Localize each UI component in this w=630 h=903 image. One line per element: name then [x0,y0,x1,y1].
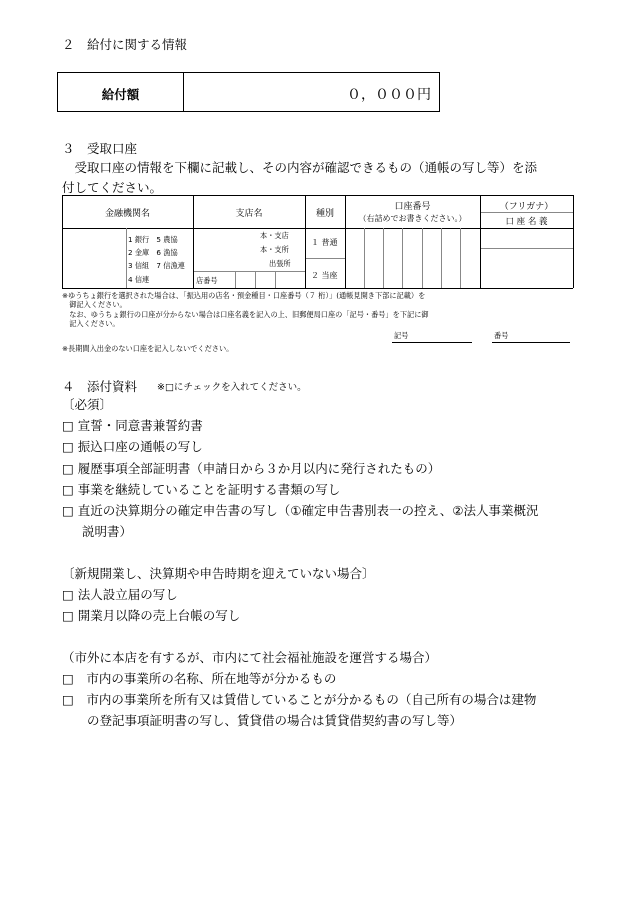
bank-type-line: 1 銀行 5 農協 [128,235,178,244]
checklist-item[interactable]: □ 振込口座の通帳の写し [62,439,203,454]
col-branch-header: 支店名 [235,209,263,219]
amount-value[interactable]: ０，０００円 [347,87,431,103]
checklist-item-cont: の登記事項証明書の写し、賃貸借の場合は賃貸借契約書の写し等） [87,713,463,728]
col-type-header: 種別 [315,209,334,219]
long-term-note: ※長期間入出金のない口座を記入しないでください。 [62,344,234,353]
checklist-item[interactable]: □ 法人設立届の写し [62,587,178,602]
checkbox-icon[interactable]: □ [62,503,74,518]
yucho-note-line1: ※ゆうちょ銀行を選択された場合は、「振込用の店名・預金種目・口座番号（７ 桁）」(通帳見開き下部に記載）を [62,291,426,300]
col-number-header: 口座番号 [394,202,431,212]
checkbox-icon[interactable]: □ [62,692,74,707]
outside-label: （市外に本店を有するが、市内にて社会福祉施設を運営する場合） [62,650,438,665]
amount-divider [183,73,184,111]
branch-type-line: 本・支所 [260,245,289,254]
yucho-note-line2b: 記入ください。 [62,319,120,328]
branch-type-line: 出張所 [269,259,291,268]
new-business-label: 〔新規開業し、決算期や申告時期を迎えていない場合〕 [62,566,375,581]
col-kana-header: （フリガナ） [499,202,554,212]
checkbox-icon[interactable]: □ [62,418,74,433]
checklist-item[interactable]: □ 市内の事業所の名称、所在地等が分かるもの [62,671,337,686]
kigo-underline[interactable] [392,342,472,343]
section3-instruction-line2: 付してください。 [62,180,163,195]
col-holder-header: 口 座 名 義 [505,217,548,227]
section3-instruction-line1: 受取口座の情報を下欄に記載し、その内容が確認できるもの（通帳の写し等）を添 [62,160,538,175]
checkbox-icon[interactable]: □ [62,482,74,497]
amount-label: 給付額 [101,87,140,102]
bank-type-line: 4 信連 [128,275,150,284]
checklist-item[interactable]: □ 直近の決算期分の確定申告書の写し（①確定申告書別表一の控え、②法人事業概況 [62,503,539,518]
checklist-item[interactable]: □ 事業を継続していることを証明する書類の写し [62,482,341,497]
section4-heading-note: ※□にチェックを入れてください。 [157,382,307,393]
bango-underline[interactable] [492,342,570,343]
bank-type-line: 3 信組 7 信漁連 [128,261,185,270]
yucho-note-line2: なお、ゆうちょ銀行の口座が分からない場合は口座名義を記入の上、旧郵便局口座の「記号・番号」を下記に御 [62,310,429,319]
branch-type-line: 本・支店 [260,231,289,240]
required-label: 〔必須〕 [62,397,113,412]
yucho-note-line1b: 御記入ください。 [62,300,127,309]
col-bank-header: 金融機関名 [104,209,150,219]
checklist-item[interactable]: □ 履歴事項全部証明書（申請日から３か月以内に発行されたもの） [62,461,441,476]
checklist-item[interactable]: □ 市内の事業所を所有又は賃借していることが分かるもの（自己所有の場合は建物 [62,692,537,707]
checkbox-icon[interactable]: □ [62,439,74,454]
checkbox-icon[interactable]: □ [62,461,74,476]
account-type-current[interactable]: ２ 当座 [311,271,338,280]
checklist-item[interactable]: □ 宣誓・同意書兼誓約書 [62,418,203,433]
section3-heading: ３ 受取口座 [62,141,138,156]
kigo-label: 記号 [394,331,409,340]
checklist-item[interactable]: □ 開業月以降の売上台帳の写し [62,608,241,623]
amount-table [57,72,440,112]
col-number-note: （右詰めでお書きください。） [358,214,467,223]
account-type-ordinary[interactable]: １ 普通 [311,238,338,247]
section2-heading: ２ 給付に関する情報 [62,37,188,52]
checkbox-icon[interactable]: □ [62,587,74,602]
checklist-item-cont: 説明書） [82,524,133,539]
bango-label: 番号 [494,331,509,340]
checkbox-icon[interactable]: □ [62,608,74,623]
bank-type-line: 2 金庫 6 漁協 [128,248,178,257]
checkbox-icon[interactable]: □ [62,671,74,686]
section4-heading: ４ 添付資料 [62,379,138,394]
branch-no-label: 店番号 [196,276,218,285]
